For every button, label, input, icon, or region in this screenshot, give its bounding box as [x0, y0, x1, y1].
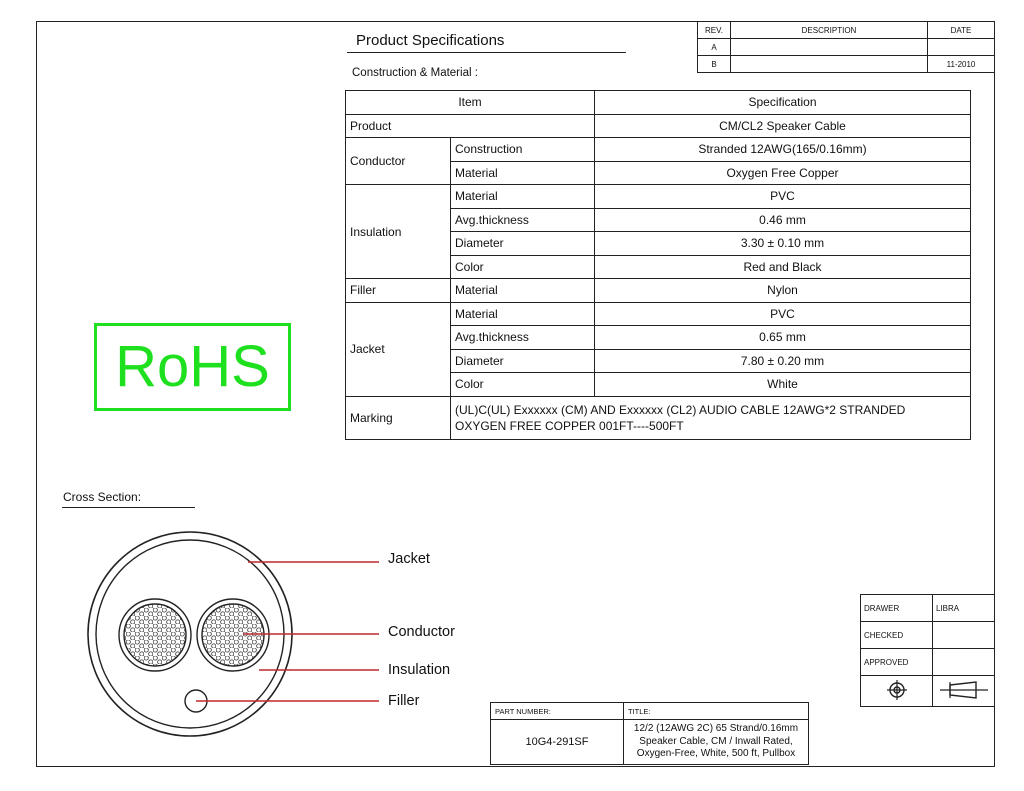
insulation-callout: Insulation — [388, 662, 451, 678]
jacket-label: Jacket — [346, 302, 451, 396]
crosshair-icon — [886, 679, 908, 701]
jacket-diameter-label: Diameter — [451, 349, 595, 373]
jacket-thickness-label: Avg.thickness — [451, 326, 595, 350]
insulation-material-value: PVC — [595, 185, 971, 209]
rev-b-date: 11-2010 — [928, 56, 995, 73]
revision-table — [697, 21, 995, 73]
rohs-logo — [94, 323, 291, 411]
jacket-color-label: Color — [451, 373, 595, 397]
conductor-construction-value: Stranded 12AWG(165/0.16mm) — [595, 138, 971, 162]
filler-callout: Filler — [388, 693, 420, 709]
cross-section-underline — [62, 507, 195, 508]
cross-section-title: Cross Section: — [63, 490, 142, 504]
rev-a-description — [731, 39, 928, 56]
rev-b-description — [731, 56, 928, 73]
product-label: Product — [346, 114, 595, 138]
checked-value — [933, 622, 995, 649]
insulation-color-value: Red and Black — [595, 255, 971, 279]
rev-a-date — [928, 39, 995, 56]
jacket-color-value: White — [595, 373, 971, 397]
filler-material-label: Material — [451, 279, 595, 303]
jacket-material-label: Material — [451, 302, 595, 326]
spec-table — [345, 90, 971, 440]
conductor-callout: Conductor — [388, 624, 455, 640]
title-label: TITLE: — [624, 703, 809, 720]
rev-b: B — [698, 56, 731, 73]
title-block-spacer-2 — [809, 720, 996, 765]
rev-a: A — [698, 39, 731, 56]
marking-label: Marking — [346, 396, 451, 439]
title-block-spacer — [809, 703, 996, 720]
rohs-text: RoHS — [115, 334, 270, 399]
conductor-construction-label: Construction — [451, 138, 595, 162]
jacket-diameter-value: 7.80 ± 0.20 mm — [595, 349, 971, 373]
insulation-thickness-label: Avg.thickness — [451, 208, 595, 232]
marking-line-2: OXYGEN FREE COPPER 001FT----500FT — [455, 418, 684, 433]
marking-line-1: (UL)C(UL) Exxxxxx (CM) AND Exxxxxx (CL2) AUDIO CABLE 12AWG*2 STRANDED — [455, 402, 906, 417]
title-line-3: Oxygen-Free, White, 500 ft, Pullbox — [636, 748, 796, 760]
title-block — [490, 702, 995, 765]
conductor-material-label: Material — [451, 161, 595, 185]
jacket-callout: Jacket — [388, 551, 430, 567]
jacket-thickness-value: 0.65 mm — [595, 326, 971, 350]
rev-header: REV. — [698, 22, 731, 39]
page-title: Product Specifications — [356, 32, 505, 49]
section-label: Construction & Material : — [352, 67, 478, 79]
item-header: Item — [346, 91, 595, 115]
description-header: DESCRIPTION — [731, 22, 928, 39]
conductor-left — [124, 604, 186, 666]
marking-value — [451, 396, 971, 439]
insulation-material-label: Material — [451, 185, 595, 209]
drawer-value: LIBRA — [933, 595, 995, 622]
part-number-value: 10G4-291SF — [491, 720, 624, 765]
approved-label: APPROVED — [861, 649, 933, 676]
approval-table — [860, 594, 995, 707]
approved-value — [933, 649, 995, 676]
conductor-material-value: Oxygen Free Copper — [595, 161, 971, 185]
filler-material-value: Nylon — [595, 279, 971, 303]
conductor-label: Conductor — [346, 138, 451, 185]
title-line-2: Speaker Cable, CM / Inwall Rated, — [639, 735, 793, 747]
insulation-color-label: Color — [451, 255, 595, 279]
insulation-diameter-value: 3.30 ± 0.10 mm — [595, 232, 971, 256]
insulation-thickness-value: 0.46 mm — [595, 208, 971, 232]
drawer-label: DRAWER — [861, 595, 933, 622]
spec-header: Specification — [595, 91, 971, 115]
insulation-label: Insulation — [346, 185, 451, 279]
title-value — [624, 720, 809, 765]
date-header: DATE — [928, 22, 995, 39]
checked-label: CHECKED — [861, 622, 933, 649]
projection-cone-icon — [940, 679, 988, 701]
conductor-right — [202, 604, 264, 666]
jacket-material-value: PVC — [595, 302, 971, 326]
part-number-label: PART NUMBER: — [491, 703, 624, 720]
title-underline — [347, 52, 626, 53]
insulation-diameter-label: Diameter — [451, 232, 595, 256]
product-value: CM/CL2 Speaker Cable — [595, 114, 971, 138]
title-line-1: 12/2 (12AWG 2C) 65 Strand/0.16mm — [633, 723, 799, 735]
filler-label: Filler — [346, 279, 451, 303]
